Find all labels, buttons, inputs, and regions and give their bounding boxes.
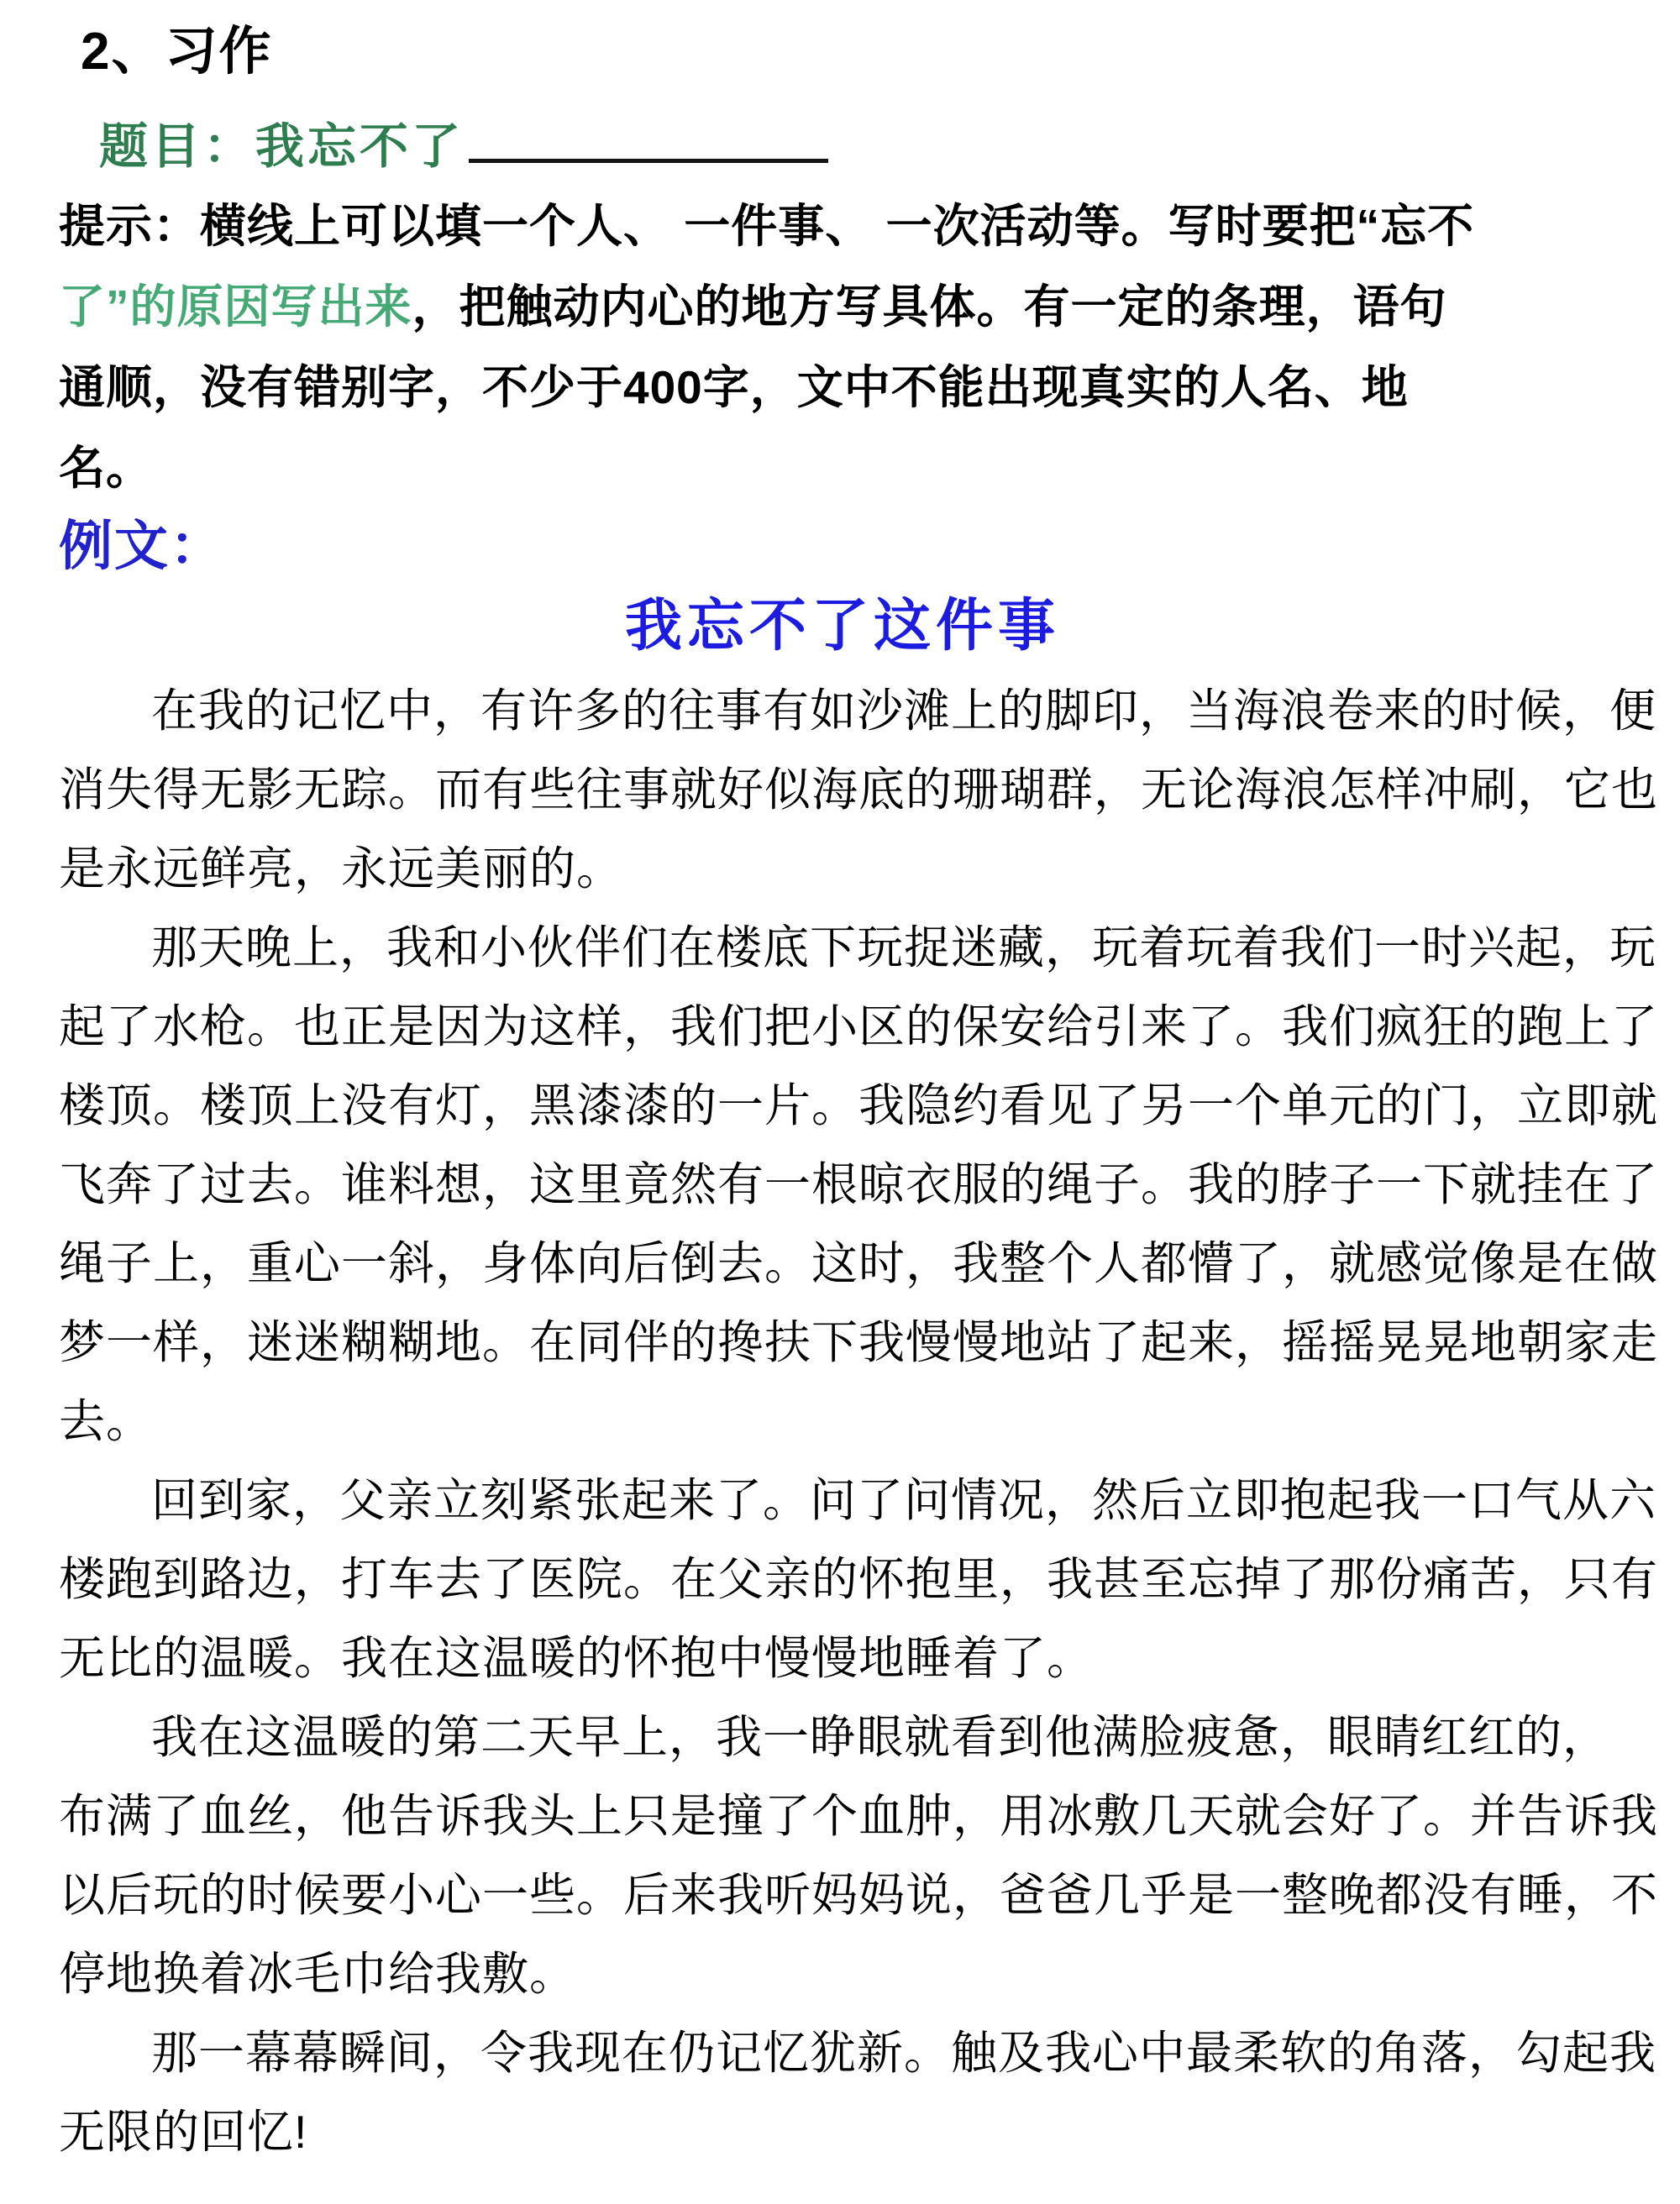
essay-line: 那天晚上，我和小伙伴们在楼底下玩捉迷藏，玩着玩着我们一时兴起，玩 xyxy=(151,921,1657,974)
essay-line: 飞奔了过去。谁料想，这里竟然有一根晾衣服的绳子。我的脖子一下就挂在了 xyxy=(59,1158,1659,1211)
hint-text-segment: 通顺，没有错别字，不少于400字，文中不能出现真实的人名、地 xyxy=(59,361,1409,414)
essay-body xyxy=(59,671,1659,2171)
essay-line: 去。 xyxy=(59,1395,154,1448)
hint-text-segment: ，把触动内心的地方写具体。有一定的条理，语句 xyxy=(412,281,1447,333)
essay-title: 我忘不了这件事 xyxy=(624,594,1060,659)
essay-line: 楼跑到路边，打车去了医院。在父亲的怀抱里，我甚至忘掉了那份痛苦，只有 xyxy=(59,1553,1659,1606)
hint-line xyxy=(59,428,1626,508)
essay-line: 无限的回忆! xyxy=(59,2106,308,2159)
essay-line: 消失得无影无踪。而有些往事就好似海底的珊瑚群，无论海浪怎样冲刷，它也 xyxy=(59,764,1659,816)
hint-text-segment: 名。 xyxy=(59,442,154,495)
essay-line: 起了水枪。也正是因为这样，我们把小区的保安给引来了。我们疯狂的跑上了 xyxy=(59,1000,1659,1053)
essay-line: 我在这温暖的第二天早上，我一睁眼就看到他满脸疲惫，眼睛红红的， xyxy=(151,1711,1610,1764)
hint-text-segment: 了”的原因写出来 xyxy=(59,281,412,333)
hint-block xyxy=(59,186,1626,508)
essay-line: 梦一样，迷迷糊糊地。在同伴的搀扶下我慢慢地站了起来，摇摇晃晃地朝家走 xyxy=(59,1316,1659,1369)
essay-line: 那一幕幕瞬间，令我现在仍记忆犹新。触及我心中最柔软的角落，勾起我 xyxy=(151,2027,1657,2080)
essay-line: 是永远鲜亮，永远美丽的。 xyxy=(59,842,624,895)
essay-line: 在我的记忆中，有许多的往事有如沙滩上的脚印，当海浪卷来的时候，便 xyxy=(151,685,1657,737)
topic-blank-underline xyxy=(469,110,828,163)
essay-line: 楼顶。楼顶上没有灯，黑漆漆的一片。我隐约看见了另一个单元的门，立即就 xyxy=(59,1079,1659,1132)
hint-line xyxy=(59,347,1626,428)
essay-line: 无比的温暖。我在这温暖的怀抱中慢慢地睡着了。 xyxy=(59,1632,1095,1685)
essay-line: 绳子上，重心一斜，身体向后倒去。这时，我整个人都懵了，就感觉像是在做 xyxy=(59,1237,1659,1290)
hint-line xyxy=(59,266,1626,347)
essay-line: 布满了血丝，他告诉我头上只是撞了个血肿，用冰敷几天就会好了。并告诉我 xyxy=(59,1790,1659,1843)
hint-text-segment: 提示：横线上可以填一个人、 一件事、 一次活动等。写时要把“忘不 xyxy=(59,200,1475,253)
example-label: 例文： xyxy=(59,516,225,577)
essay-line: 以后玩的时候要小心一些。后来我听妈妈说，爸爸几乎是一整晚都没有睡，不 xyxy=(59,1869,1659,1922)
essay-topic-line xyxy=(99,110,1626,181)
topic-label: 题目：我忘不了 xyxy=(99,119,465,175)
essay-line: 回到家，父亲立刻紧张起来了。问了问情况，然后立即抱起我一口气从六 xyxy=(151,1474,1657,1527)
section-heading: 2、习作 xyxy=(81,23,273,81)
hint-line xyxy=(59,186,1626,266)
essay-line: 停地换着冰毛巾给我敷。 xyxy=(59,1948,577,2001)
